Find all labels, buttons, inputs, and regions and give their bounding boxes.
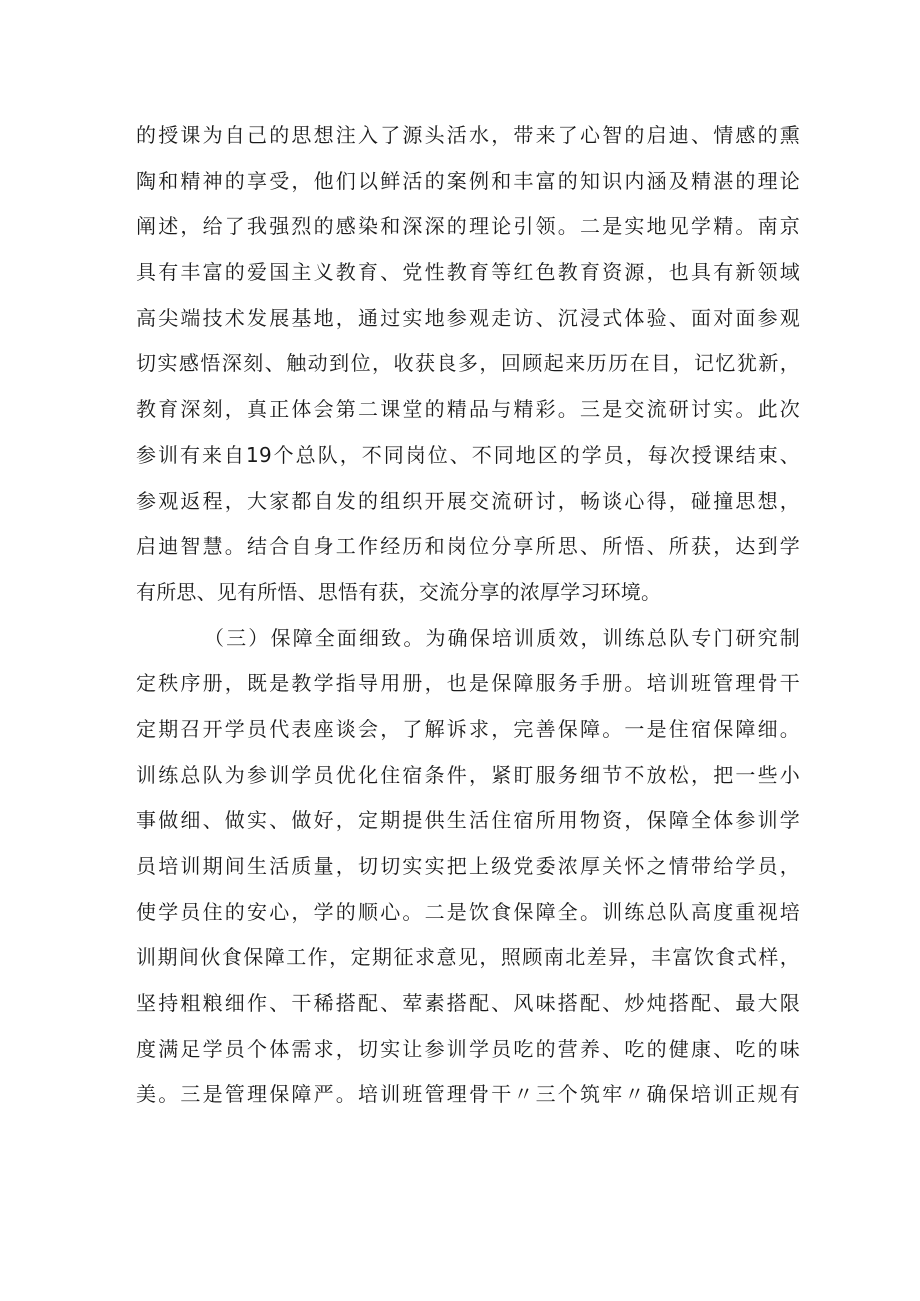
text-line: 坚持粗粮细作、干稀搭配、荤素搭配、风味搭配、炒炖搭配、最大限 [136, 991, 800, 1016]
text-line: 具有丰富的爱国主义教育、党性教育等红色教育资源，也具有新领域 [136, 260, 800, 285]
text-line: 参训有来自19个总队，不同岗位、不同地区的学员，每次授课结束、 [136, 442, 800, 467]
text-line: 切实感悟深刻、触动到位，收获良多，回顾起来历历在目，记忆犹新， [136, 351, 800, 376]
text-line: 训练总队为参训学员优化住宿条件，紧盯服务细节不放松，把一些小 [136, 762, 800, 787]
text-line: 参观返程，大家都自发的组织开展交流研讨，畅谈心得，碰撞思想， [136, 488, 800, 513]
text-line: 事做细、做实、做好，定期提供生活住宿所用物资，保障全体参训学 [136, 808, 800, 833]
text-line: 有所思、见有所悟、思悟有获，交流分享的浓厚学习环境。 [136, 579, 662, 604]
text-line: 启迪智慧。结合自身工作经历和岗位分享所思、所悟、所获，达到学 [136, 534, 800, 559]
text-line: 员培训期间生活质量，切切实实把上级党委浓厚关怀之情带给学员， [136, 854, 800, 878]
paragraph-1 [136, 113, 800, 616]
text-line: 定秩序册，既是教学指导用册，也是保障服务手册。培训班管理骨干 [136, 671, 800, 696]
paragraph-2 [136, 616, 800, 1119]
text-line: 使学员住的安心，学的顺心。二是饮食保障全。训练总队高度重视培 [136, 899, 800, 924]
text-line: 教育深刻，真正体会第二课堂的精品与精彩。三是交流研讨实。此次 [136, 397, 800, 422]
text-line: 训期间伙食保障工作，定期征求意见，照顾南北差异，丰富饮食式样， [136, 945, 800, 970]
body-text [136, 113, 800, 1118]
text-line: 阐述，给了我强烈的感染和深深的理论引领。二是实地见学精。南京 [136, 214, 800, 239]
text-line: 美。三是管理保障严。培训班管理骨干〃三个筑牢〃确保培训正规有 [136, 1082, 800, 1107]
text-line: 度满足学员个体需求，切实让参训学员吃的营养、吃的健康、吃的味 [136, 1036, 800, 1061]
text-line: 的授课为自己的思想注入了源头活水，带来了心智的启迪、情感的熏 [136, 123, 800, 147]
text-line: （三）保障全面细致。为确保培训质效，训练总队专门研究制 [204, 625, 800, 650]
text-line: 高尖端技术发展基地，通过实地参观走访、沉浸式体验、面对面参观 [136, 305, 800, 330]
text-line: 定期召开学员代表座谈会，了解诉求，完善保障。一是住宿保障细。 [136, 716, 800, 741]
text-line: 陶和精神的享受，他们以鲜活的案例和丰富的知识内涵及精湛的理论 [136, 168, 800, 193]
